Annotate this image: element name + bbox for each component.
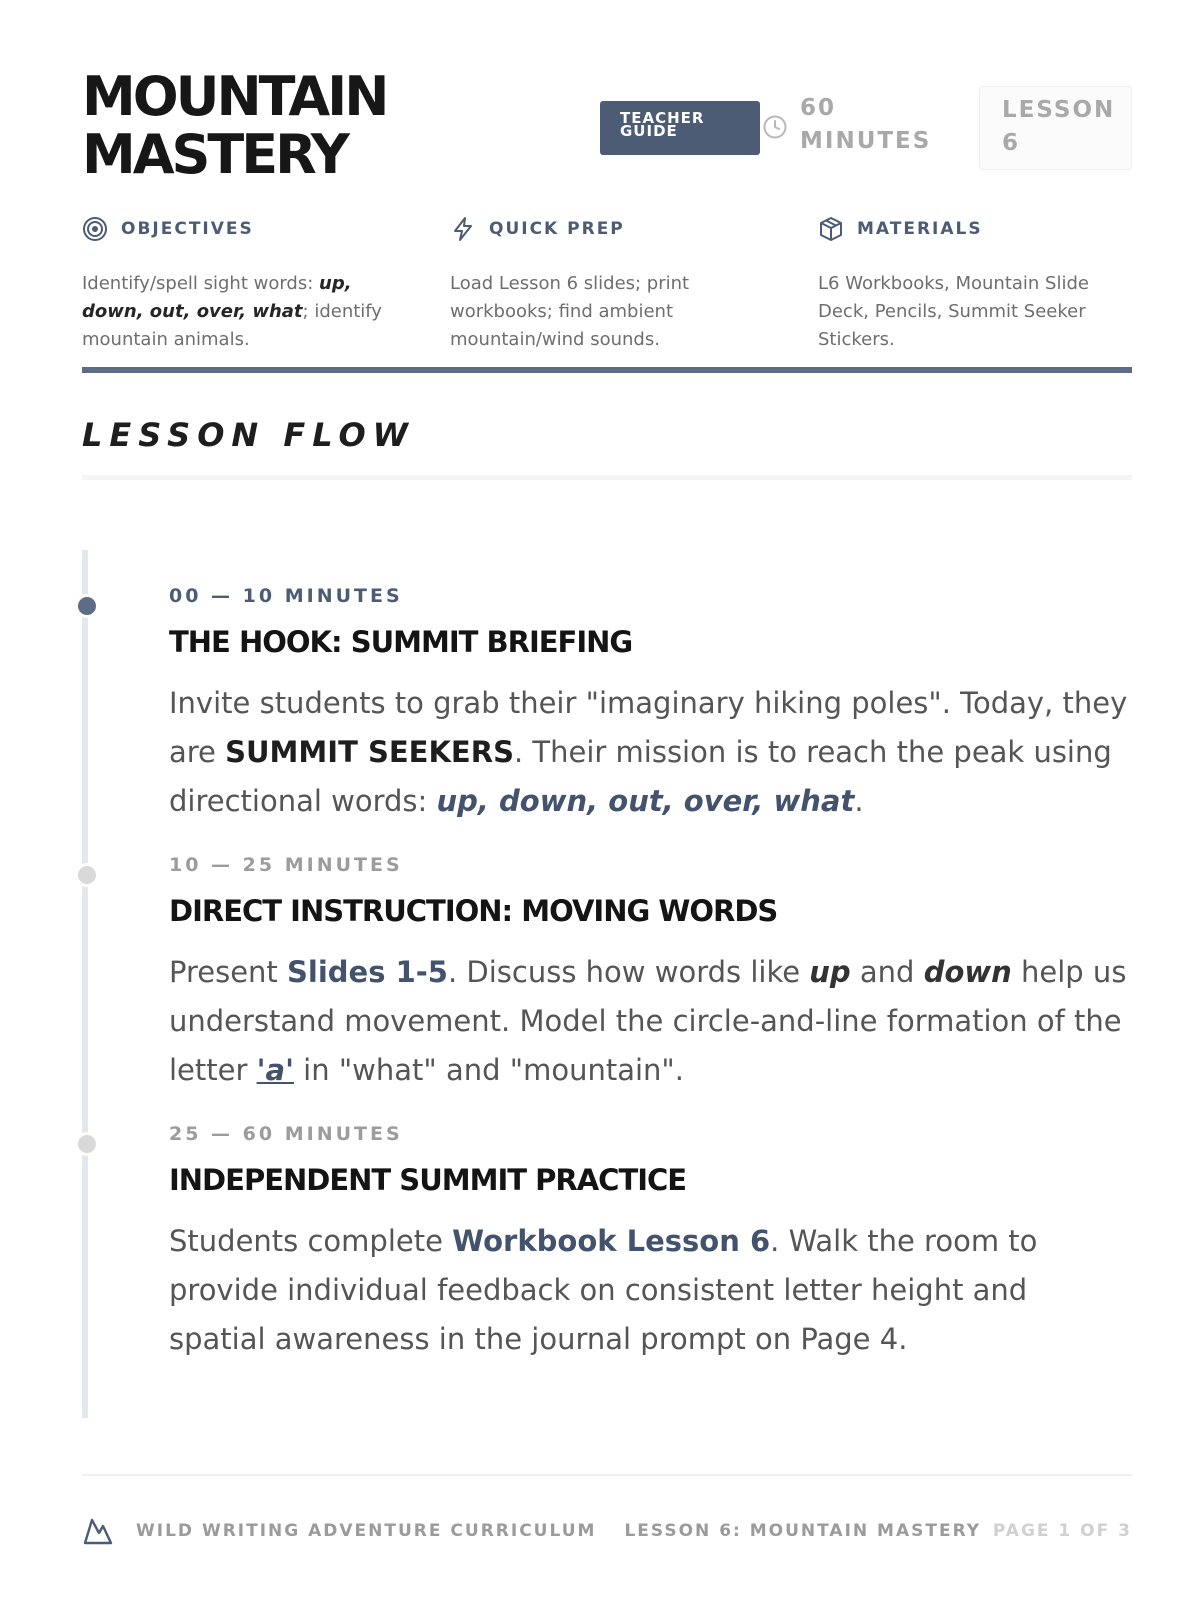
step-title: INDEPENDENT SUMMIT PRACTICE — [169, 1163, 687, 1197]
lesson-number: 6 — [1002, 130, 1021, 156]
objectives-label: OBJECTIVES — [121, 219, 254, 239]
footer — [82, 1516, 1132, 1546]
lesson-step-1 — [169, 585, 1132, 826]
lesson-label: LESSON — [1002, 97, 1116, 123]
lesson-flow-title: LESSON FLOW — [82, 416, 415, 454]
materials-header — [818, 214, 1138, 244]
footer-divider — [82, 1474, 1132, 1476]
slides-reference: Slides 1-5 — [287, 955, 448, 989]
step-body: Invite students to grab their "imaginary hiking poles". Today, they are SUMMIT SEEKERS. Their mission is to reach the peak using directional words: up, down, out, over, what. — [169, 686, 1128, 818]
step-time: 10 — 25 MINUTES — [169, 854, 403, 876]
title-line-1: MOUNTAIN — [82, 65, 387, 128]
quick-prep-header — [450, 214, 770, 244]
timeline-dot-3 — [75, 1132, 99, 1156]
lightning-icon — [450, 216, 476, 242]
directional-words: up, down, out, over, what — [436, 784, 855, 818]
timeline-dot-2 — [75, 863, 99, 887]
page-title — [82, 65, 387, 186]
title-line-2: MASTERY — [82, 123, 347, 186]
sight-words: up, down, out, over, what — [82, 273, 352, 322]
footer-lesson: LESSON 6: MOUNTAIN MASTERY — [624, 1521, 982, 1541]
workbook-reference: Workbook Lesson 6 — [452, 1224, 771, 1258]
lesson-step-3 — [169, 1123, 1132, 1364]
objectives-header — [82, 214, 402, 244]
objectives-column — [82, 214, 402, 354]
timeline-dot-1 — [75, 594, 99, 618]
box-icon — [818, 216, 844, 242]
quick-prep-text: Load Lesson 6 slides; print workbooks; find ambient mountain/wind sounds. — [450, 273, 690, 350]
step-body: Students complete Workbook Lesson 6. Walk the room to provide individual feedback on consistent letter height and spatial awareness in the journal prompt on Page 4. — [169, 1224, 1038, 1356]
teacher-guide-badge — [600, 101, 760, 155]
materials-column — [818, 214, 1138, 354]
summit-seekers-emphasis: SUMMIT SEEKERS — [225, 735, 514, 769]
letter-a: 'a' — [256, 1053, 294, 1087]
step-title: DIRECT INSTRUCTION: MOVING WORDS — [169, 894, 778, 928]
badge-line-2: GUIDE — [620, 122, 678, 140]
duration — [762, 92, 940, 158]
timeline-line — [82, 550, 88, 1418]
quick-prep-label: QUICK PREP — [489, 219, 625, 239]
materials-label: MATERIALS — [857, 219, 983, 239]
target-icon — [82, 216, 108, 242]
clock-icon — [762, 114, 788, 140]
step-title: THE HOOK: SUMMIT BRIEFING — [169, 625, 633, 659]
section-divider — [82, 475, 1132, 480]
step-time: 25 — 60 MINUTES — [169, 1123, 403, 1145]
footer-page-number: PAGE 1 OF 3 — [992, 1521, 1132, 1541]
objectives-text: Identify/spell sight words: up, down, out, over, what; identify mountain animals. — [82, 273, 382, 350]
duration-text — [800, 92, 940, 158]
duration-unit: MINUTES — [800, 128, 932, 154]
badge-line-1: TEACHER — [620, 109, 705, 127]
footer-curriculum: WILD WRITING ADVENTURE CURRICULUM — [136, 1521, 597, 1541]
duration-value: 60 — [800, 95, 837, 121]
mountain-icon — [82, 1516, 114, 1546]
lesson-step-2 — [169, 854, 1132, 1095]
lesson-number-box — [979, 86, 1132, 170]
step-time: 00 — 10 MINUTES — [169, 585, 403, 607]
word-up: up — [809, 955, 851, 989]
step-body: Present Slides 1-5. Discuss how words like up and down help us understand movement. Model the circle-and-line formation of the letter 'a' in "what" and "mountain". — [169, 955, 1127, 1087]
materials-text: L6 Workbooks, Mountain Slide Deck, Pencils, Summit Seeker Stickers. — [818, 273, 1089, 350]
header-divider — [82, 367, 1132, 373]
quick-prep-column — [450, 214, 770, 354]
lesson-page — [82, 0, 1132, 1600]
word-down: down — [923, 955, 1012, 989]
